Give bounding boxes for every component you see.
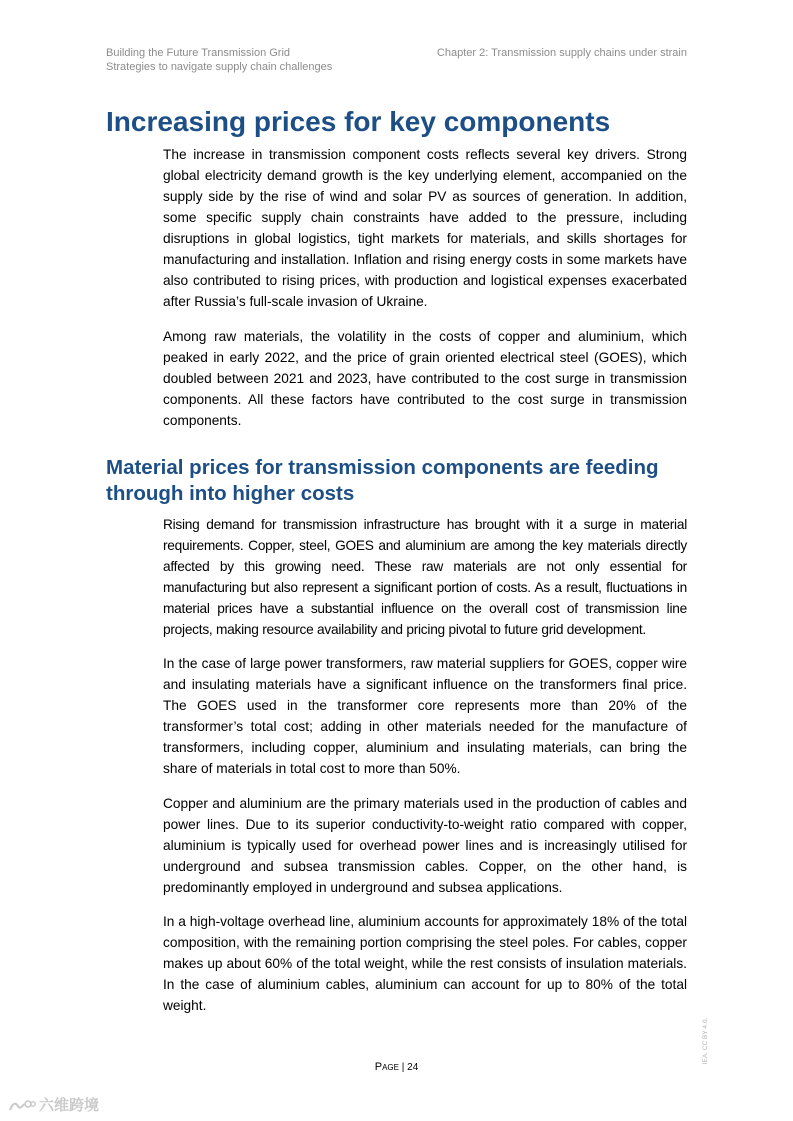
chapter-title: Chapter 2: Transmission supply chains under strain <box>436 47 687 59</box>
body-paragraph: Rising demand for transmission infrastructure has brought with it a surge in material requirements. Copper, steel, GOES and aluminium are among the key materials directly affected by this growing need. These raw materials are not only essential for manufacturing but also represent a significant portion of costs. As a result, fluctuations in material prices have a substantial influence on the overall cost of transmission line projects, making resource availability and pricing pivotal to future grid development. <box>163 517 687 637</box>
page-separator: | <box>401 1062 405 1073</box>
watermark-text: 六维跨境 <box>39 1097 100 1114</box>
body-paragraph: In a high-voltage overhead line, aluminium accounts for approximately 18% of the total composition, with the remaining portion comprising the steel poles. For cables, copper makes up about 60% of the total weight, while the rest consists of insulation materials. In the case of aluminium cables, aluminium can account for up to 80% of the total weight. <box>163 914 687 1013</box>
watermark-logo-icon <box>8 1098 36 1114</box>
body-paragraph: In the case of large power transformers, raw material suppliers for GOES, copper wire and insulating materials have a significant influence on the transformers final price. The GOES used in the transformer core represents more than 20% of the transformer’s total cost; adding in other materials needed for the manufacture of transformers, including copper, aluminium and insulating materials, can bring the share of materials in total cost to more than 50%. <box>163 656 687 776</box>
watermark <box>8 1096 99 1116</box>
section-heading: Increasing prices for key components <box>106 106 611 137</box>
body-paragraph: Among raw materials, the volatility in the costs of copper and aluminium, which peaked in early 2022, and the price of grain oriented electrical steel (GOES), which doubled between 2021 and 2023, have contributed to the cost surge in transmission components. All these factors have contributed to the cost surge in transmission components. <box>163 329 687 428</box>
running-header-left <box>106 46 332 74</box>
report-subtitle: Strategies to navigate supply chain challenges <box>106 61 333 73</box>
body-paragraph: Copper and aluminium are the primary materials used in the production of cables and power lines. Due to its superior conductivity-to-weight ratio compared with copper, aluminium is typically used for overhead power lines and is increasingly utilised for underground and subsea transmission cables. Copper, on the other hand, is predominantly employed in underground and subsea applications. <box>163 796 687 895</box>
report-title: Building the Future Transmission Grid <box>106 47 291 59</box>
page-label: Page <box>374 1061 399 1073</box>
body-paragraph: The increase in transmission component costs reflects several key drivers. Strong global electricity demand growth is the key underlying element, accompanied on the supply side by the rise of wind and solar PV as sources of generation. In addition, some specific supply chain constraints have added to the pressure, including disruptions in global logistics, tight markets for materials, and skills shortages for manufacturing and installation. Inflation and rising energy costs in some markets have also contributed to rising prices, with production and logistical expenses exacerbated after Russia’s full-scale invasion of Ukraine. <box>163 147 687 309</box>
page-number: 24 <box>407 1062 419 1073</box>
subsection-heading: Material prices for transmission components are feeding through into higher costs <box>106 456 659 505</box>
page-footer <box>0 1061 793 1074</box>
license-notice: IEA. CC BY 4.0. <box>702 1017 709 1065</box>
